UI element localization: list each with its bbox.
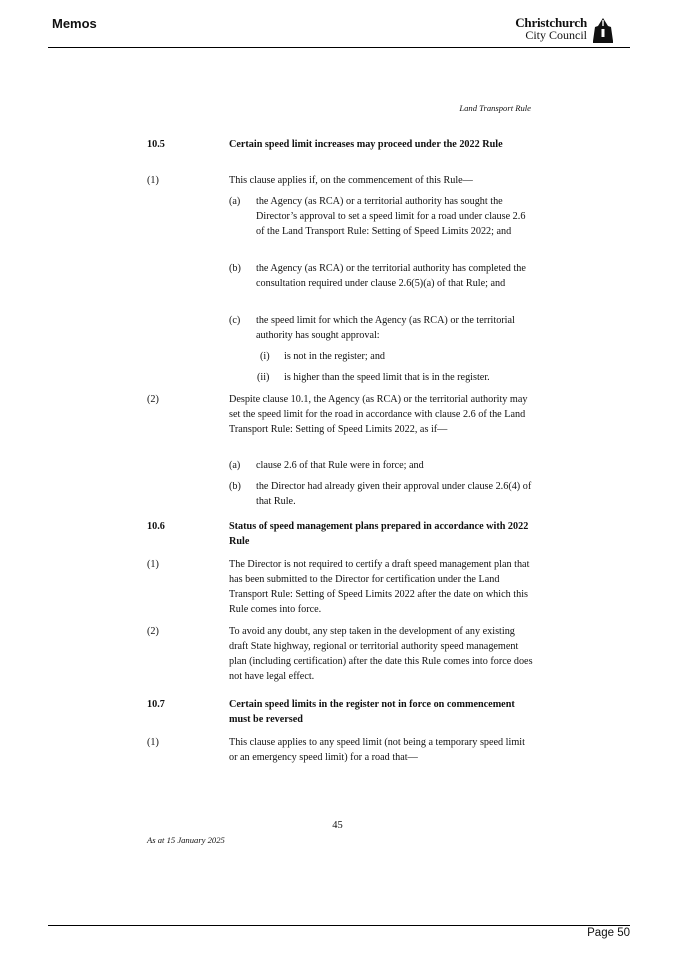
- subparagraph-label: (ii): [257, 372, 270, 383]
- subclause-label: (2): [147, 394, 159, 405]
- logo-line-1: Christchurch: [515, 15, 587, 30]
- paragraph-label: (b): [229, 263, 241, 274]
- subparagraph-label: (i): [260, 351, 270, 362]
- paragraph-text: clause 2.6 of that Rule were in force; and: [256, 460, 424, 471]
- subclause-label: (1): [147, 559, 159, 570]
- clause-number: 10.5: [147, 139, 165, 150]
- clause-number: 10.7: [147, 699, 165, 710]
- subparagraph-text: is not in the register; and: [284, 351, 386, 362]
- clause-number: 10.6: [147, 521, 165, 532]
- subclause-text: This clause applies to any speed limit (not being a temporary speed limit or an emergency speed limit) for a road that—: [229, 737, 525, 763]
- logo-line-2: City Council: [525, 28, 587, 42]
- paragraph-label: (b): [229, 481, 241, 492]
- paragraph-text: the Director had already given their approval under clause 2.6(4) of that Rule.: [256, 481, 532, 507]
- clause-heading: Status of speed management plans prepared in accordance with 2022 Rule: [229, 521, 529, 547]
- document-page-number: 45: [332, 820, 343, 831]
- as-at-date: As at 15 January 2025: [147, 835, 225, 845]
- paragraph-label: (a): [229, 460, 241, 471]
- council-logo: [515, 16, 615, 43]
- paragraph-text: the Agency (as RCA) or a territorial authority has sought the Director’s approval to set a speed limit for a road under clause 2.6 of the Land Transport Rule: Setting of Speed Limits 2022; and: [256, 196, 526, 237]
- paragraph-text: the speed limit for which the Agency (as RCA) or the territorial authority has sought approval:: [256, 315, 515, 341]
- footer-rule: [48, 925, 630, 926]
- subclause-label: (2): [147, 626, 159, 637]
- subclause-label: (1): [147, 175, 159, 186]
- subclause-text: This clause applies if, on the commencement of this Rule—: [229, 175, 473, 186]
- header-rule: [48, 47, 630, 48]
- subclause-text: The Director is not required to certify a draft speed management plan that has been submitted to the Director for certification under the Land Transport Rule: Setting of Speed Limits 2022 after the date on which this Rule comes into force.: [229, 559, 530, 615]
- memos-title: Memos: [52, 16, 97, 31]
- page-number: Page 50: [587, 927, 630, 939]
- clause-heading: Certain speed limits in the register not in force on commencement must be reversed: [229, 699, 515, 725]
- paragraph-label: (c): [229, 315, 241, 326]
- subparagraph-text: is higher than the speed limit that is in the register.: [284, 372, 490, 383]
- paragraph-text: the Agency (as RCA) or the territorial authority has completed the consultation required under clause 2.6(5)(a) of that Rule; and: [256, 263, 526, 289]
- cathedral-icon: [591, 17, 615, 43]
- running-head: Land Transport Rule: [459, 103, 531, 113]
- clause-heading: Certain speed limit increases may proceed under the 2022 Rule: [229, 139, 503, 150]
- subclause-label: (1): [147, 737, 159, 748]
- subclause-text: Despite clause 10.1, the Agency (as RCA) or the territorial authority may set the speed limit for the road in accordance with clause 2.6 of the Land Transport Rule: Setting of Speed Limits 2022, as if—: [229, 394, 528, 435]
- paragraph-label: (a): [229, 196, 241, 207]
- subclause-text: To avoid any doubt, any step taken in the development of any existing draft State highway, regional or territorial authority speed management plan (including certification) after the date this Rule comes into force does not have legal effect.: [229, 626, 533, 682]
